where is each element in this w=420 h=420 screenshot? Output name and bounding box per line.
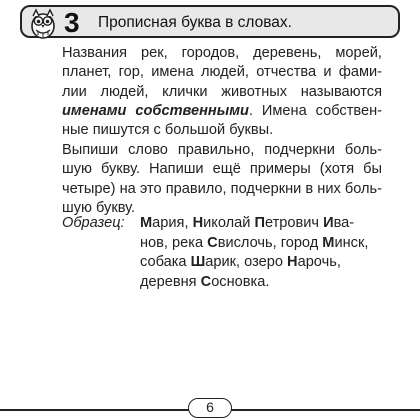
page-number: 6 <box>188 398 232 418</box>
rule-text: . Имена собствен- <box>248 102 382 119</box>
capital-letter: П <box>254 215 265 231</box>
capital-letter: С <box>200 273 212 290</box>
rule-text: лии людей, клички животных называются <box>62 83 382 100</box>
rule-text: ные пишутся с большой буквы. <box>62 122 274 139</box>
word-rest: ва- <box>333 215 355 231</box>
word-rest: арочь, <box>297 254 341 270</box>
capital-letter: Ш <box>190 254 206 270</box>
sample-line <box>140 234 368 254</box>
capital-letter: С <box>207 234 218 251</box>
task-paragraph <box>62 141 382 218</box>
word-rest: иколай <box>203 215 255 231</box>
word-rest: етрович <box>264 215 324 231</box>
sample-label: Образец: <box>62 215 125 231</box>
word-rest: арик, озеро <box>205 254 288 270</box>
lesson-header <box>20 5 400 38</box>
word-rest: деревня <box>140 273 201 290</box>
task-text: четыре) на это правило, подчеркни в них боль- <box>62 180 382 197</box>
rule-paragraph <box>62 44 382 140</box>
rule-emphasis: именами собственными <box>62 102 249 119</box>
sample-line <box>140 273 269 293</box>
sample-line <box>140 214 354 234</box>
task-text: шую букву. <box>62 199 136 216</box>
rule-text: планет, гор, имена людей, отчества и фами- <box>62 64 382 81</box>
task-text: Выпиши слово правильно, подчеркни боль- <box>62 142 382 158</box>
capital-letter: Н <box>192 215 204 231</box>
rule-text: Названия рек, городов, деревень, морей, <box>62 45 382 61</box>
word-rest: ария, <box>152 215 193 231</box>
capital-letter: М <box>322 234 335 251</box>
word-rest: вислочь, город <box>217 234 323 251</box>
word-rest: инск, <box>334 234 369 251</box>
word-rest: нов, река <box>140 234 208 251</box>
capital-letter: Н <box>287 254 298 270</box>
word-rest: собака <box>140 254 191 270</box>
sample-line <box>140 253 341 273</box>
task-text: шую букву. Напиши ещё примеры (хотя бы <box>62 161 382 178</box>
lesson-title: Прописная буква в словах. <box>98 14 292 31</box>
word-rest: основка. <box>211 273 270 290</box>
capital-letter: М <box>140 215 153 231</box>
owl-icon <box>26 7 60 39</box>
capital-letter: И <box>323 215 334 231</box>
lesson-number: 3 <box>64 7 80 38</box>
